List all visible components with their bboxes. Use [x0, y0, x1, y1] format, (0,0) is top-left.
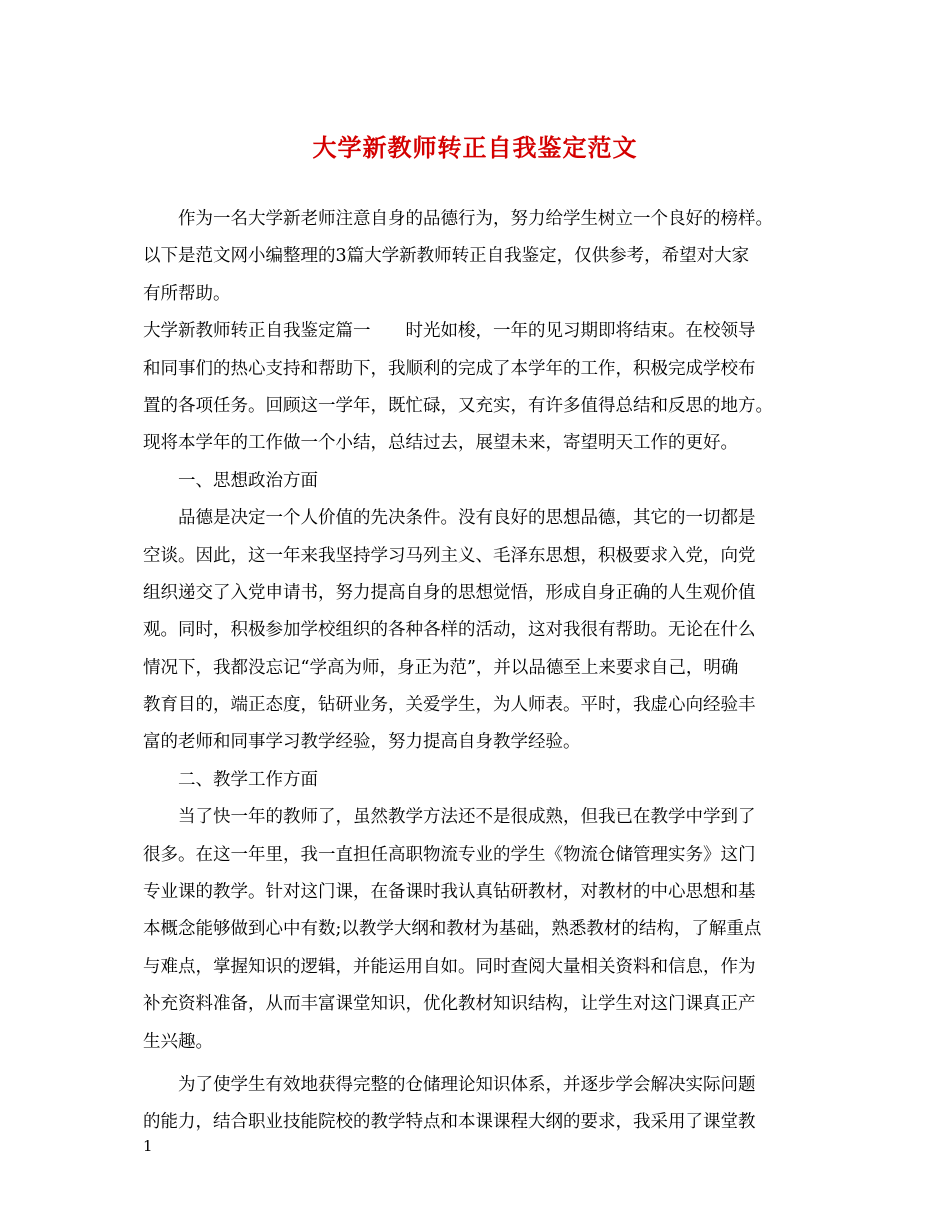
paragraph-line: 情况下，我都没忘记“学高为师，身正为范”，并以品德至上来要求自己，明确: [143, 657, 739, 678]
paragraph-line: 专业课的教学。针对这门课，在备课时我认真钻研教材，对教材的中心思想和基: [143, 882, 756, 903]
paragraph-line: 大学新教师转正自我鉴定篇一 时光如梭，一年的见习期即将结束。在校领导: [143, 321, 756, 342]
paragraph-line: 组织递交了入党申请书，努力提高自身的思想觉悟，形成自身正确的人生观价值: [143, 582, 756, 603]
paragraph-line: 空谈。因此，这一年来我坚持学习马列主义、毛泽东思想，积极要求入党，向党: [143, 545, 756, 566]
paragraph-line: 有所帮助。: [143, 283, 231, 304]
paragraph-line: 以下是范文网小编整理的3篇大学新教师转正自我鉴定，仅供参考，希望对大家: [143, 246, 750, 267]
paragraph-line: 富的老师和同事学习教学经验，努力提高自身教学经验。: [143, 732, 581, 753]
paragraph-line: 与难点，掌握知识的逻辑，并能运用自如。同时查阅大量相关资料和信息，作为: [143, 956, 756, 977]
paragraph-line: 现将本学年的工作做一个小结，总结过去，展望未来，寄望明天工作的更好。: [143, 433, 738, 454]
paragraph-line: 很多。在这一年里，我一直担任高职物流专业的学生《物流仓储管理实务》这门: [143, 844, 756, 865]
paragraph-line: 置的各项任务。回顾这一学年，既忙碌，又充实，有许多值得总结和反思的地方。: [143, 395, 773, 416]
paragraph-line: 品德是决定一个人价值的先决条件。没有良好的思想品德，其它的一切都是: [178, 508, 756, 529]
paragraph-line: 教育目的，端正态度，钻研业务，关爱学生，为人师表。平时，我虚心向经验丰: [143, 695, 756, 716]
paragraph-line: 的能力，结合职业技能院校的教学特点和本课课程大纲的要求，我采用了课堂教: [143, 1112, 756, 1133]
section-heading: 一、思想政治方面: [178, 470, 318, 491]
paragraph-line: 生兴趣。: [143, 1031, 213, 1052]
paragraph-line: 作为一名大学新老师注意自身的品德行为，努力给学生树立一个良好的榜样。: [178, 209, 773, 229]
document-title: 大学新教师转正自我鉴定范文: [312, 133, 638, 162]
paragraph-line: 和同事们的热心支持和帮助下，我顺利的完成了本学年的工作，积极完成学校布: [143, 358, 756, 379]
document-body: [143, 201, 811, 1142]
page-number: 1: [143, 1137, 153, 1155]
paragraph-line: 本概念能够做到心中有数;以教学大纲和教材为基础，熟悉教材的结构，了解重点: [143, 919, 762, 940]
paragraph-line: 观。同时，积极参加学校组织的各种各样的活动，这对我很有帮助。无论在什么: [143, 620, 756, 641]
paragraph-line: 当了快一年的教师了，虽然教学方法还不是很成熟，但我已在教学中学到了: [178, 807, 756, 828]
section-heading: 二、教学工作方面: [178, 769, 318, 790]
paragraph-line: 补充资料准备，从而丰富课堂知识，优化教材知识结构，让学生对这门课真正产: [143, 994, 756, 1015]
paragraph-line: 为了使学生有效地获得完整的仓储理论知识体系，并逐步学会解决实际问题: [178, 1074, 756, 1095]
